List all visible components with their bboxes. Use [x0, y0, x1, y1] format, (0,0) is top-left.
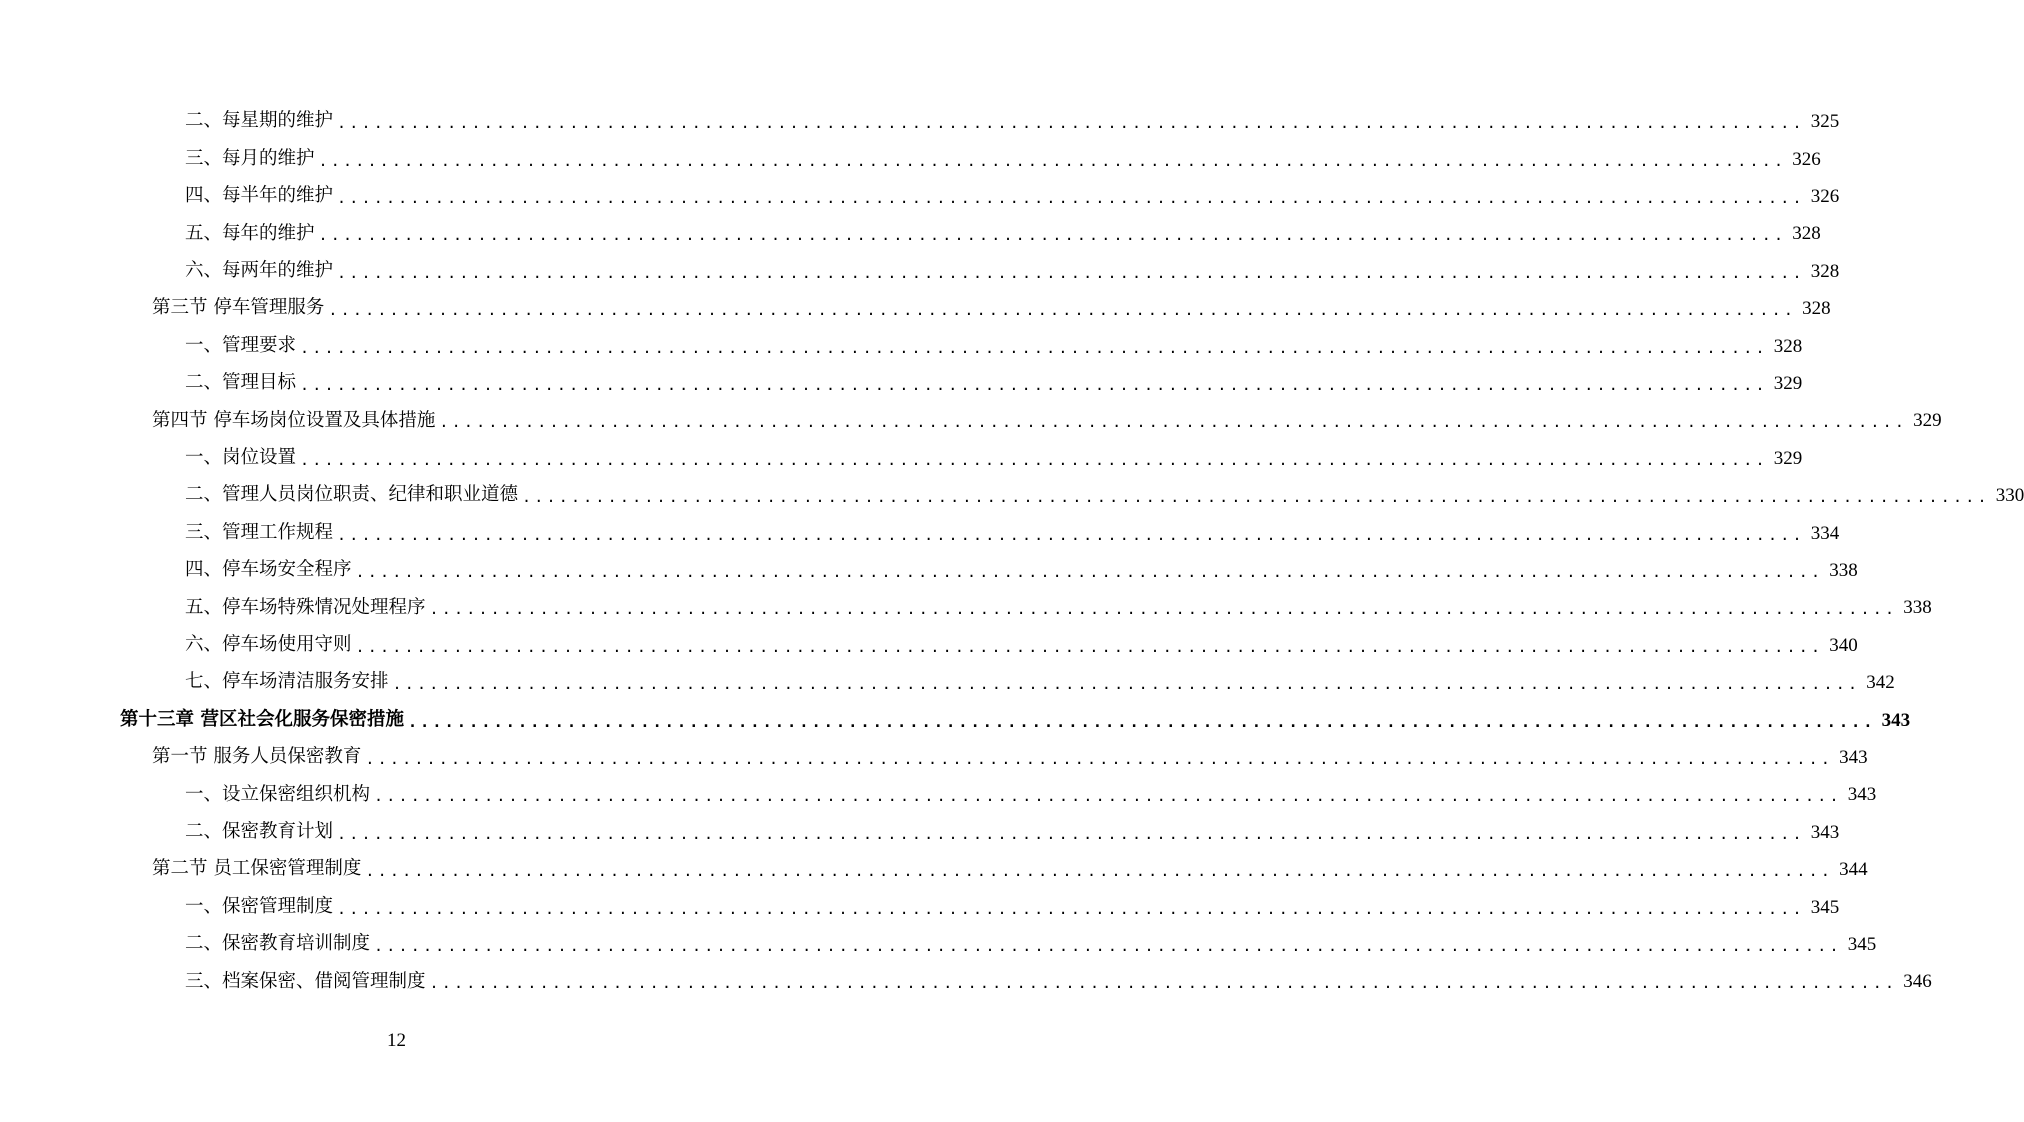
toc-entry[interactable]: [185, 140, 1821, 177]
toc-entry-label: 五、每年的维护: [185, 222, 315, 244]
toc-entry-page: 328: [1792, 223, 1821, 245]
toc-entry-page: 338: [1903, 597, 1932, 619]
toc-entry-page: 330: [1995, 485, 2024, 507]
toc-dot-leader: ........................................................................................................................: [392, 675, 1861, 694]
toc-entry[interactable]: [185, 477, 2024, 514]
toc-dot-leader: ........................................................................................................................: [439, 413, 1908, 432]
toc-entry[interactable]: [185, 514, 1840, 551]
toc-dot-leader: ........................................................................................................................: [318, 226, 1787, 245]
toc-dot-leader: ........................................................................................................................: [522, 488, 1990, 507]
toc-entry-page: 343: [1839, 746, 1868, 768]
toc-dot-leader: ........................................................................................................................: [300, 338, 1768, 357]
toc-entry[interactable]: [152, 739, 1868, 776]
toc-entry-label: 第四节 停车场岗位设置及具体措施: [152, 409, 436, 431]
toc-dot-leader: ........................................................................................................................: [337, 114, 1805, 133]
toc-entry[interactable]: [185, 440, 1803, 477]
toc-entry-label: 一、管理要求: [185, 334, 297, 356]
toc-entry[interactable]: [152, 402, 1942, 439]
toc-entry[interactable]: [185, 178, 1840, 215]
toc-entry-page: 328: [1810, 260, 1840, 282]
toc-dot-leader: ........................................................................................................................: [365, 749, 1834, 768]
toc-entry[interactable]: [185, 327, 1803, 364]
toc-entry-page: 328: [1802, 298, 1831, 320]
toc-dot-leader: ........................................................................................................................: [407, 712, 1876, 731]
toc-entry-page: 325: [1810, 111, 1840, 133]
toc-entry[interactable]: [185, 589, 1932, 626]
toc-entry-page: 343: [1847, 784, 1877, 806]
toc-entry-page: 346: [1903, 971, 1932, 993]
toc-entry-label: 一、岗位设置: [185, 447, 297, 469]
toc-entry-label: 第二节 员工保密管理制度: [152, 858, 362, 880]
toc-entry-page: 334: [1810, 522, 1840, 544]
toc-entry-page: 343: [1810, 821, 1840, 843]
toc-dot-leader: ........................................................................................................................: [365, 862, 1834, 881]
toc-entry-page: 326: [1810, 185, 1840, 207]
toc-entry[interactable]: [120, 701, 1911, 738]
toc-entry-label: 一、设立保密组织机构: [185, 783, 371, 805]
toc-entry-label: 二、保密教育培训制度: [185, 933, 371, 955]
toc-entry-page: 342: [1866, 672, 1895, 694]
toc-entry[interactable]: [185, 215, 1821, 252]
toc-entry[interactable]: [152, 851, 1868, 888]
toc-dot-leader: ........................................................................................................................: [337, 899, 1805, 918]
toc-entry-label: 第一节 服务人员保密教育: [152, 746, 362, 768]
toc-entry-page: 345: [1847, 933, 1877, 955]
toc-dot-leader: ........................................................................................................................: [337, 263, 1805, 282]
toc-entry-label: 三、管理工作规程: [185, 521, 334, 543]
toc-entry-page: 326: [1792, 148, 1821, 170]
toc-entry-label: 三、档案保密、借阅管理制度: [185, 970, 426, 992]
toc-entry-page: 329: [1773, 447, 1803, 469]
toc-entry-page: 329: [1773, 372, 1803, 394]
toc-entry[interactable]: [185, 814, 1840, 851]
toc-entry-label: 五、停车场特殊情况处理程序: [185, 596, 426, 618]
toc-entry[interactable]: [185, 552, 1858, 589]
toc-entry-page: 344: [1839, 859, 1868, 881]
toc-entry-label: 二、保密教育计划: [185, 821, 334, 843]
toc-entry[interactable]: [152, 290, 1831, 327]
page-number: 12: [387, 1030, 406, 1051]
toc-dot-leader: ........................................................................................................................: [429, 974, 1898, 993]
toc-entry-label: 第三节 停车管理服务: [152, 297, 325, 319]
toc-entry[interactable]: [185, 963, 1932, 1000]
toc-dot-leader: ........................................................................................................................: [328, 301, 1797, 320]
toc-entry-label: 一、保密管理制度: [185, 895, 334, 917]
toc-dot-leader: ........................................................................................................................: [429, 600, 1898, 619]
toc-entry-label: 二、管理人员岗位职责、纪律和职业道德: [185, 484, 519, 506]
toc-entry-label: 四、停车场安全程序: [185, 559, 352, 581]
toc-dot-leader: ........................................................................................................................: [355, 562, 1824, 581]
toc-entry-page: 343: [1881, 709, 1911, 731]
toc-entry[interactable]: [185, 103, 1840, 140]
toc-entry-page: 340: [1829, 634, 1858, 656]
toc-entry-label: 四、每半年的维护: [185, 185, 334, 207]
toc-dot-leader: ........................................................................................................................: [300, 375, 1768, 394]
toc-dot-leader: ........................................................................................................................: [374, 787, 1842, 806]
toc-entry[interactable]: [185, 888, 1840, 925]
toc-entry-label: 三、每月的维护: [185, 147, 315, 169]
toc-dot-leader: ........................................................................................................................: [318, 151, 1787, 170]
toc-entry-page: 329: [1913, 410, 1942, 432]
toc-dot-leader: ........................................................................................................................: [374, 936, 1842, 955]
toc-entry-label: 第十三章 营区社会化服务保密措施: [120, 708, 404, 730]
toc-dot-leader: ........................................................................................................................: [337, 824, 1805, 843]
toc-dot-leader: ........................................................................................................................: [355, 637, 1824, 656]
toc-entry-label: 二、管理目标: [185, 372, 297, 394]
toc-dot-leader: ........................................................................................................................: [337, 525, 1805, 544]
toc-entry[interactable]: [185, 926, 1877, 963]
toc-entry[interactable]: [185, 253, 1840, 290]
toc-entry[interactable]: [185, 776, 1877, 813]
toc-dot-leader: ........................................................................................................................: [337, 188, 1805, 207]
toc-entry-page: 328: [1773, 335, 1803, 357]
toc-entry-label: 二、每星期的维护: [185, 110, 334, 132]
toc-entry-label: 六、停车场使用守则: [185, 634, 352, 656]
toc-entry[interactable]: [185, 627, 1858, 664]
toc-entry-label: 七、停车场清洁服务安排: [185, 671, 389, 693]
toc-entry[interactable]: [185, 365, 1803, 402]
toc-entry[interactable]: [185, 664, 1895, 701]
toc-entry-page: 345: [1810, 896, 1840, 918]
toc-entry-page: 338: [1829, 559, 1858, 581]
toc-dot-leader: ........................................................................................................................: [300, 450, 1768, 469]
toc-entry-label: 六、每两年的维护: [185, 260, 334, 282]
